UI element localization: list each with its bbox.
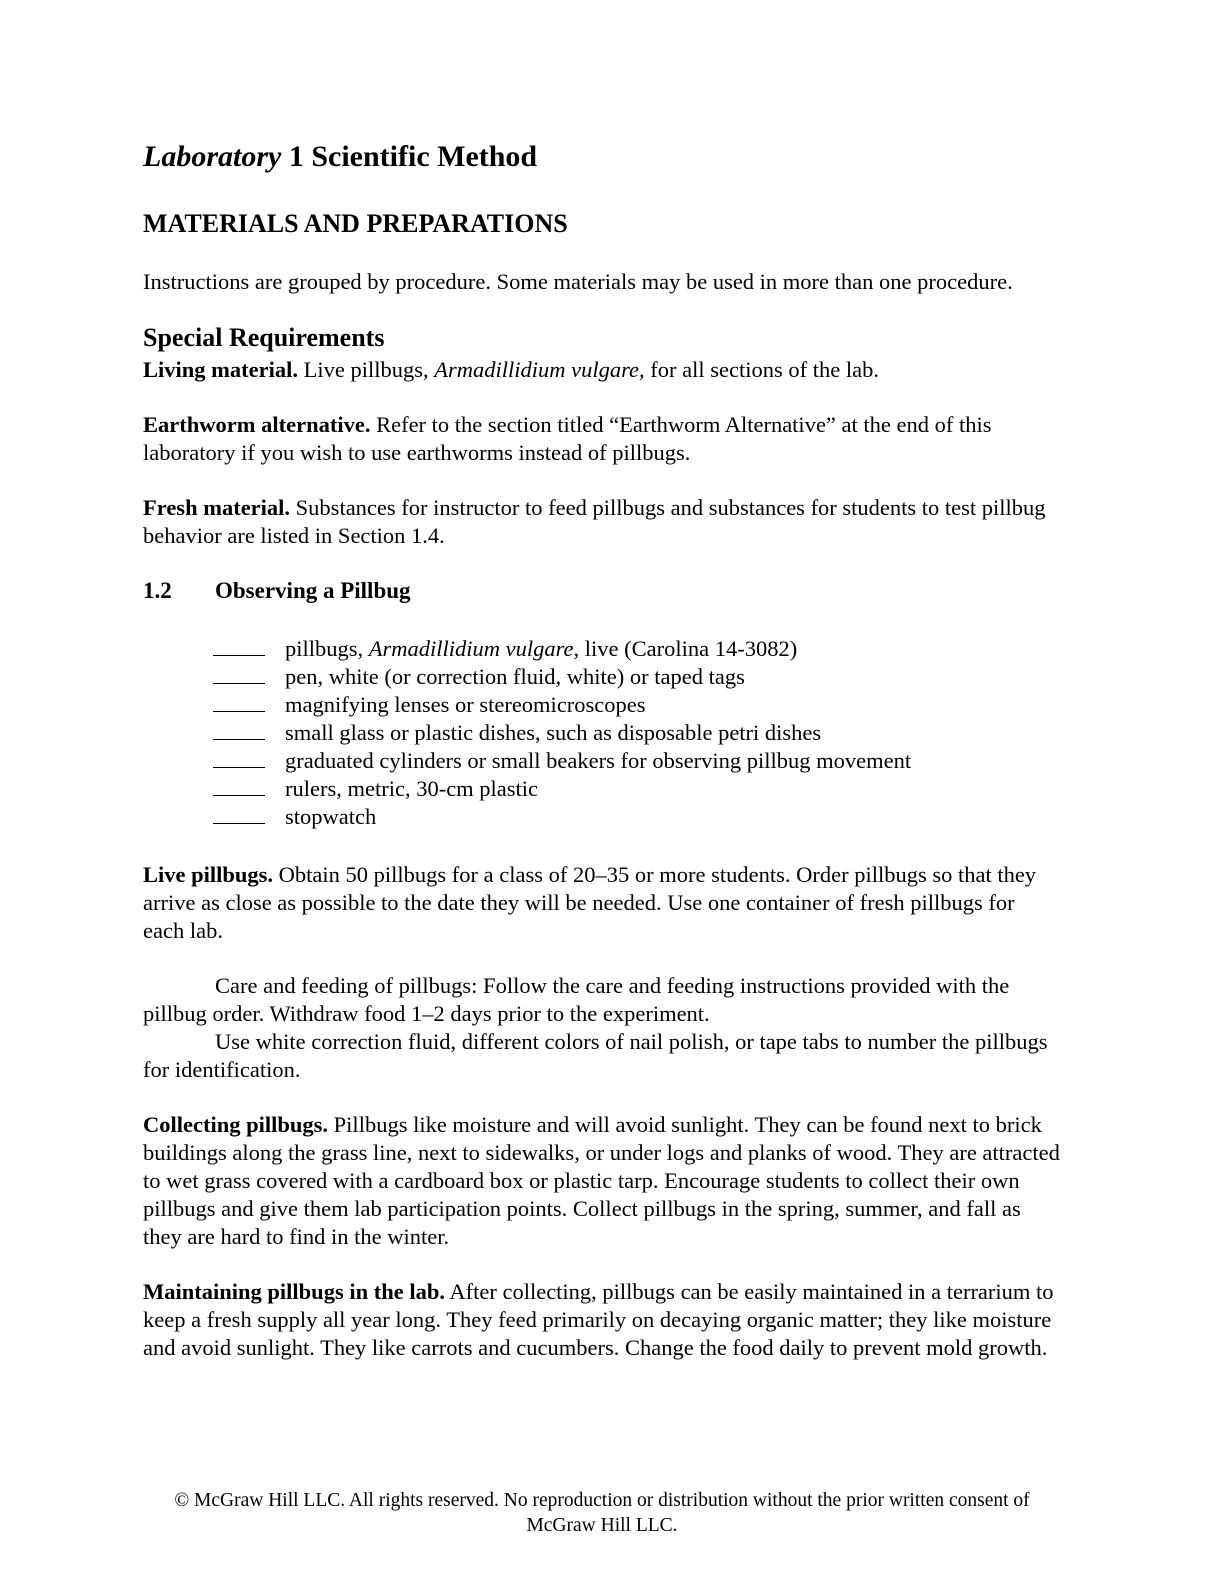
copyright-footer bbox=[143, 1488, 1061, 1538]
copyright-line-1: © McGraw Hill LLC. All rights reserved. No reproduction or distribution without the prior written consent of bbox=[174, 1490, 1030, 1511]
paragraph-living-material bbox=[143, 356, 1061, 384]
paragraph-maintaining-pillbugs bbox=[143, 1278, 1061, 1362]
living-material-post: for all sections of the lab. bbox=[644, 357, 879, 383]
page-title bbox=[143, 140, 1061, 175]
item-text-pre: stopwatch bbox=[285, 804, 377, 830]
fill-in-blank bbox=[213, 654, 265, 656]
fresh-lead: Fresh material. bbox=[143, 495, 291, 521]
special-requirements-heading: Special Requirements bbox=[143, 323, 385, 353]
checklist-item bbox=[143, 663, 1061, 691]
living-material-pre: Live pillbugs, bbox=[297, 357, 435, 383]
collecting-lead: Collecting pillbugs. bbox=[143, 1112, 329, 1138]
checklist-item bbox=[143, 747, 1061, 775]
live-pillbugs-lead: Live pillbugs. bbox=[143, 862, 274, 888]
checklist-item bbox=[143, 635, 1061, 663]
item-text-pre: magnifying lenses or stereomicroscopes bbox=[285, 692, 646, 718]
item-text-pre: pillbugs, bbox=[285, 636, 369, 662]
paragraph-earthworm-alternative bbox=[143, 411, 1061, 467]
section-1-2-heading bbox=[143, 577, 1061, 605]
live-pillbugs-text: Obtain 50 pillbugs for a class of 20–35 or more students. Order pillbugs so that they arrive as close as possible to the date they will be needed. Use one container of fresh pillbugs for each lab. bbox=[143, 862, 1037, 944]
title-italic-part: Laboratory bbox=[143, 140, 282, 173]
checklist-item bbox=[143, 719, 1061, 747]
paragraph-fresh-material bbox=[143, 494, 1061, 550]
item-text-pre: graduated cylinders or small beakers for observing pillbug movement bbox=[285, 748, 912, 774]
checklist-item bbox=[143, 775, 1061, 803]
section-title: Observing a Pillbug bbox=[215, 578, 411, 604]
paragraph-numbering: Use white correction fluid, different colors of nail polish, or tape tabs to number the pillbugs for identification. bbox=[143, 1029, 1048, 1083]
paragraph-live-pillbugs bbox=[143, 861, 1061, 945]
section-number: 1.2 bbox=[143, 578, 172, 604]
maintaining-lead: Maintaining pillbugs in the lab. bbox=[143, 1279, 445, 1305]
materials-checklist bbox=[143, 635, 1061, 831]
item-text-post: live (Carolina 14-3082) bbox=[579, 636, 798, 662]
living-material-species: Armadillidium vulgare, bbox=[434, 357, 645, 383]
paragraph-collecting-pillbugs bbox=[143, 1111, 1061, 1251]
title-rest: 1 Scientific Method bbox=[281, 140, 538, 173]
item-text-italic: Armadillidium vulgare, bbox=[368, 636, 580, 662]
checklist-item bbox=[143, 691, 1061, 719]
copyright-line-2: McGraw Hill LLC. bbox=[526, 1515, 678, 1536]
fill-in-blank bbox=[213, 794, 265, 796]
item-text-pre: small glass or plastic dishes, such as disposable petri dishes bbox=[285, 720, 822, 746]
paragraph-care-feeding: Care and feeding of pillbugs: Follow the care and feeding instructions provided with the pillbug order. Withdraw food 1–2 days prior to the experiment. bbox=[143, 973, 1010, 1027]
fill-in-blank bbox=[213, 738, 265, 740]
intro-paragraph: Instructions are grouped by procedure. Some materials may be used in more than one procedure. bbox=[143, 269, 1013, 295]
checklist-item bbox=[143, 803, 1061, 831]
living-material-lead: Living material. bbox=[143, 357, 298, 383]
collecting-text: Pillbugs like moisture and will avoid sunlight. They can be found next to brick buildings along the grass line, next to sidewalks, or under logs and planks of wood. They are attracted to wet grass covered with a cardboard box or plastic tarp. Encourage students to collect their own pillbugs and give them lab participation points. Collect pillbugs in the spring, summer, and fall as they are hard to find in the winter. bbox=[143, 1112, 1060, 1250]
earthworm-lead: Earthworm alternative. bbox=[143, 412, 371, 438]
item-text-pre: rulers, metric, 30-cm plastic bbox=[285, 776, 539, 802]
item-text-pre: pen, white (or correction fluid, white) or taped tags bbox=[285, 664, 745, 690]
earthworm-text: Refer to the section titled “Earthworm Alternative” at the end of this laboratory if you wish to use earthworms instead of pillbugs. bbox=[143, 412, 992, 466]
fresh-text: Substances for instructor to feed pillbugs and substances for students to test pillbug behavior are listed in Section 1.4. bbox=[143, 495, 1046, 549]
maintaining-text: After collecting, pillbugs can be easily maintained in a terrarium to keep a fresh supply all year long. They feed primarily on decaying organic matter; they like moisture and avoid sunlight. They like carrots and cucumbers. Change the food daily to prevent mold growth. bbox=[143, 1279, 1054, 1361]
fill-in-blank bbox=[213, 682, 265, 684]
materials-heading: MATERIALS AND PREPARATIONS bbox=[143, 208, 568, 238]
fill-in-blank bbox=[213, 822, 265, 824]
fill-in-blank bbox=[213, 766, 265, 768]
fill-in-blank bbox=[213, 710, 265, 712]
